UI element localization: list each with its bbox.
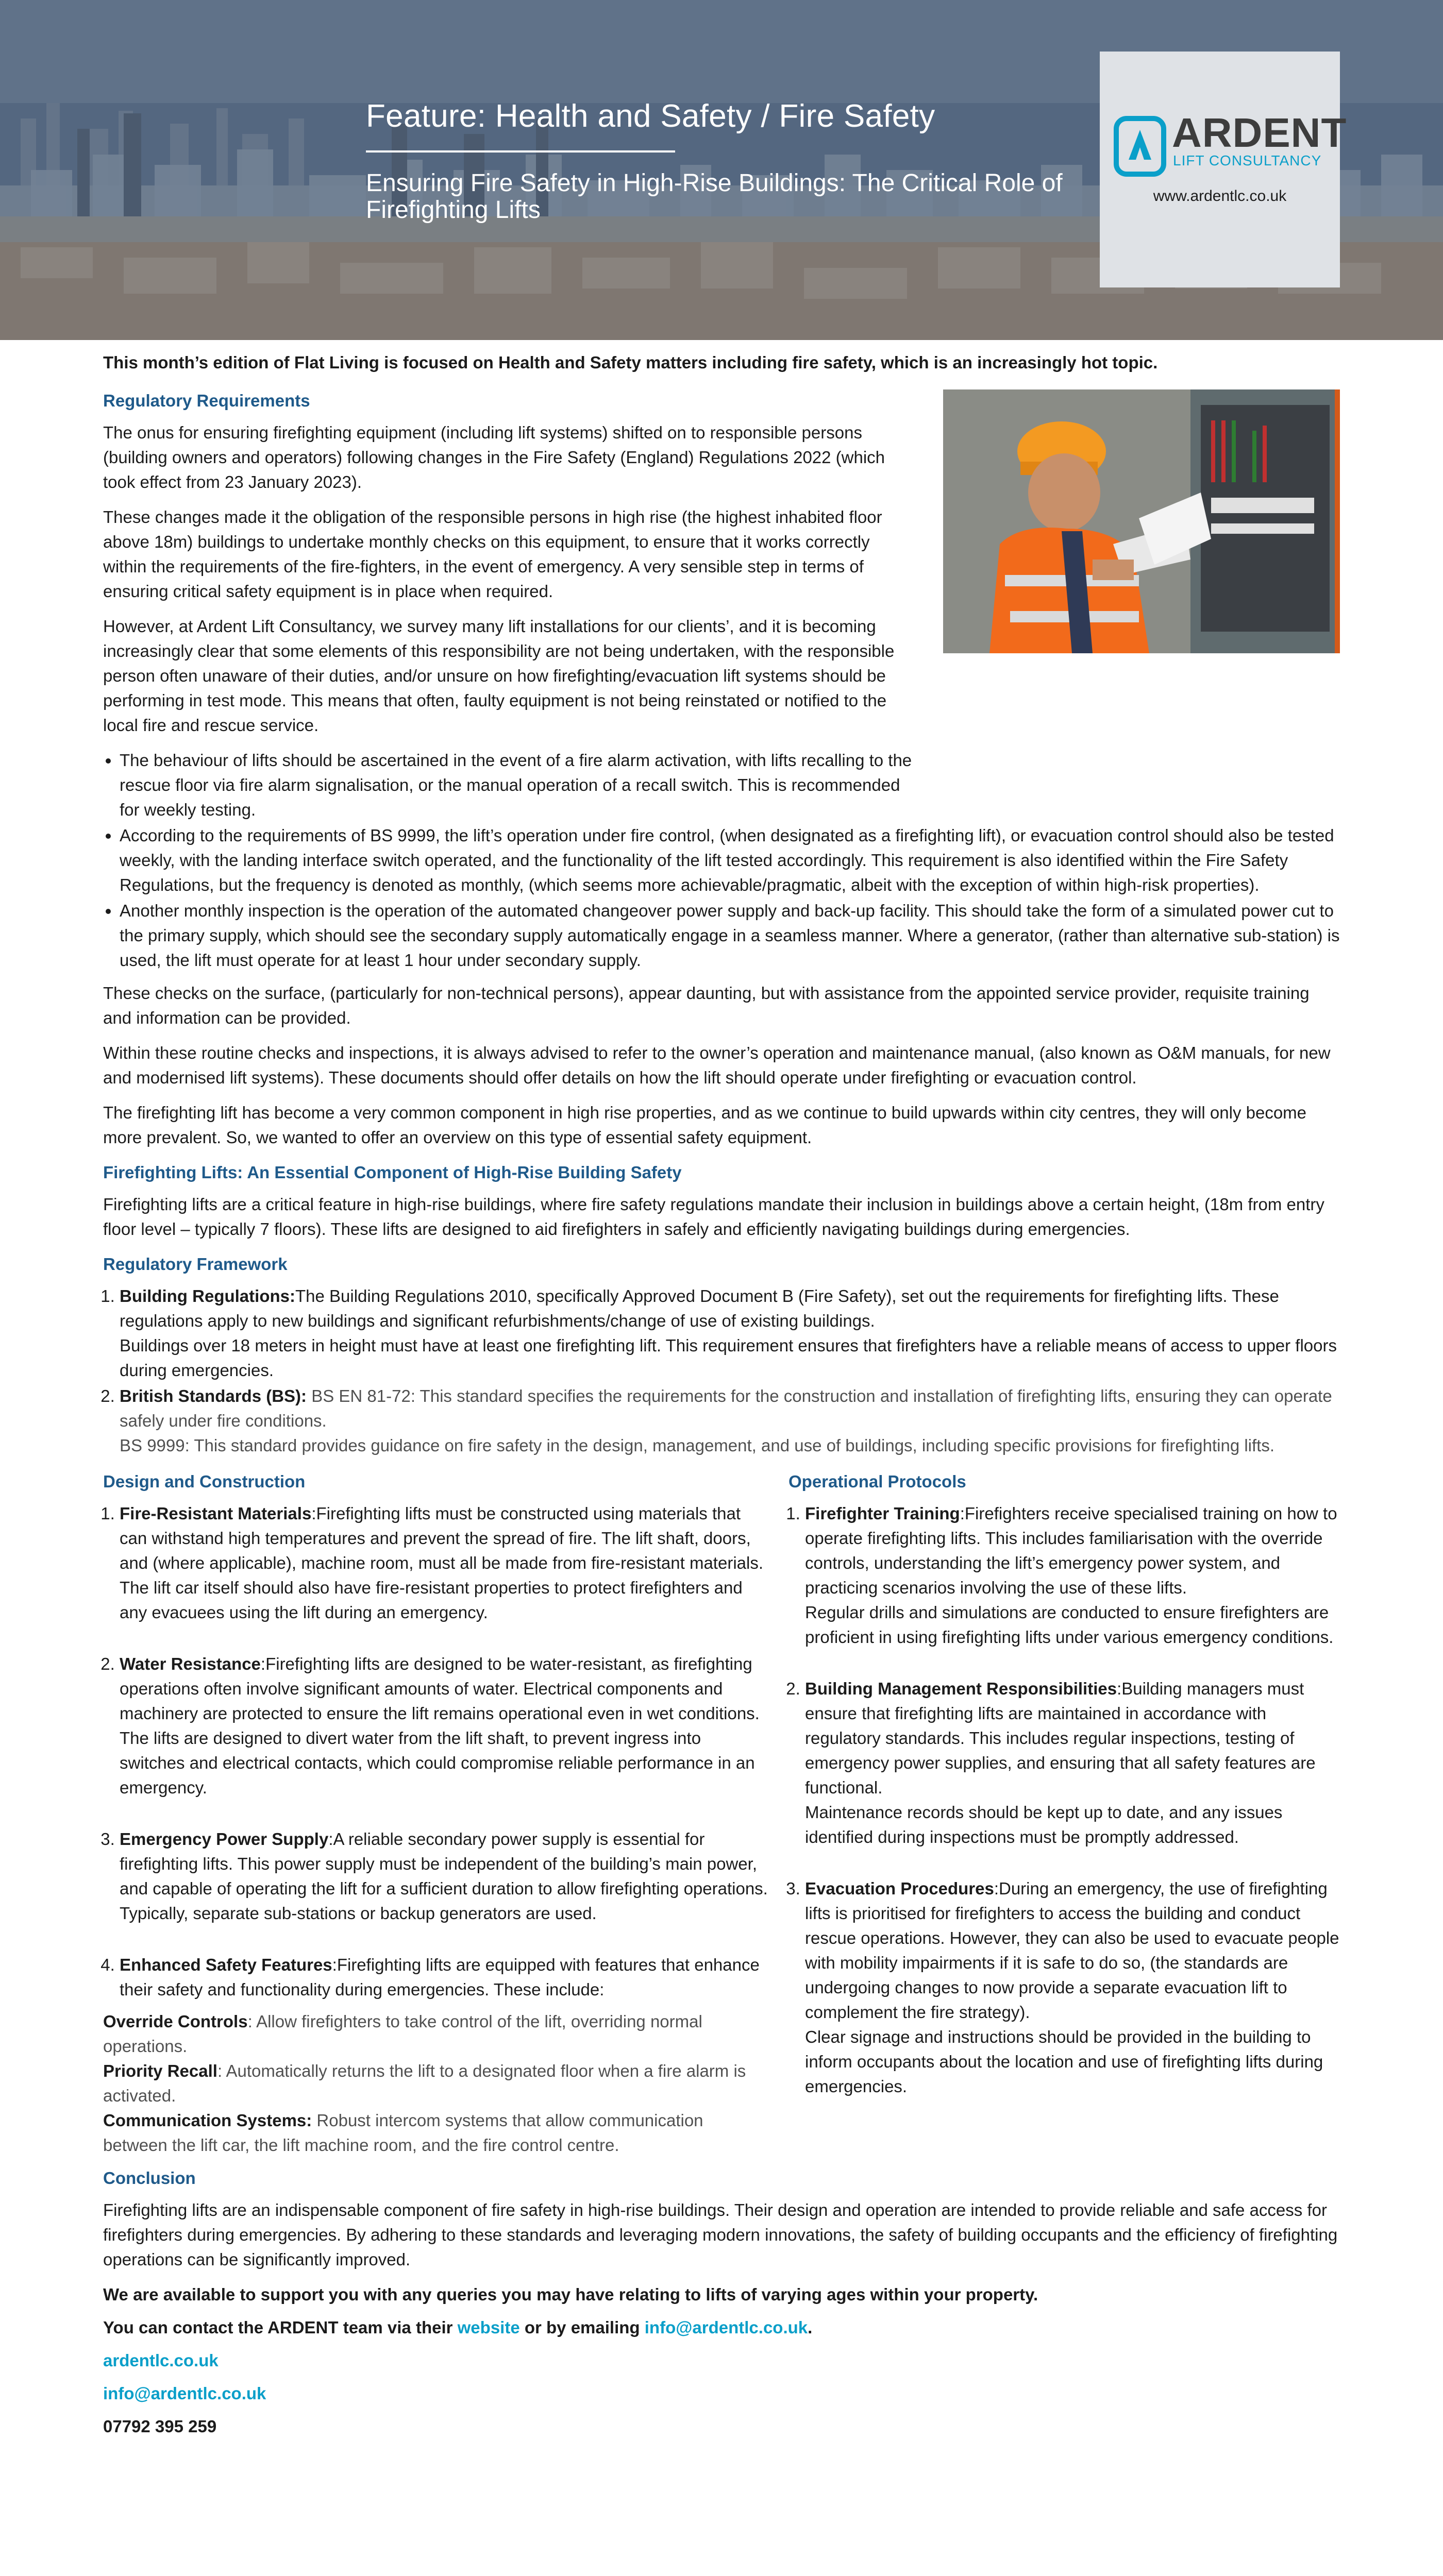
website-link[interactable]: website — [457, 2318, 520, 2337]
item-label: Building Management Responsibilities — [805, 1679, 1117, 1698]
regulatory-paragraph: The firefighting lift has become a very common component in high rise properties, and as we continue to build upwards within city centres, they will only become more prevalent. So, we wanted to offer an overview on this type of essential safety equipment. — [103, 1103, 1307, 1147]
item-label: Fire-Resistant Materials — [120, 1504, 312, 1523]
hero-subtitle: Ensuring Fire Safety in High-Rise Buildings: The Critical Role of Firefighting Lifts — [366, 170, 1063, 224]
framework-extra: Buildings over 18 meters in height must have at least one firefighting lift. This requirement ensures that firefighters have a reliable means of access to upper floors during emergencies. — [120, 1336, 1337, 1380]
list-item — [805, 1876, 1340, 2099]
feature-label: Communication Systems: — [103, 2111, 312, 2130]
operational-column — [788, 1469, 1340, 2158]
safety-features-list — [103, 2009, 768, 2158]
contact-text: . — [808, 2318, 813, 2337]
ardent-logo-icon — [1113, 115, 1167, 177]
item-text: :Firefighters receive specialised training on how to operate firefighting lifts. This includes familiarisation with the override controls, understanding the lift’s emergency power system, and practicing scenarios involving the use of these lifts. — [805, 1504, 1337, 1597]
regulatory-paragraph: These changes made it the obligation of the responsible persons in high rise (the highest inhabited floor above 18m) buildings to undertake monthly checks on this equipment, to ensure that it works correctly within the requirements of the fire-fighters, in the event of emergency. A very sensible step in terms of ensuring critical safety equipment is in place when required. — [103, 507, 882, 601]
regulatory-paragraph: These checks on the surface, (particularly for non-technical persons), appear daunting, but with assistance from the appointed service provider, requisite training and information can be provided. — [103, 984, 1310, 1027]
item-text: :A reliable secondary power supply is essential for firefighting lifts. This power supply must be independent of the building’s main power, and capable of operating the lift for a sufficient duration to allow firefighting operations. — [120, 1829, 768, 1898]
hero-banner — [0, 0, 1443, 340]
item-extra: Typically, separate sub-stations or backup generators are used. — [120, 1904, 597, 1923]
conclusion-heading: Conclusion — [103, 2168, 196, 2188]
framework-extra: BS 9999: This standard provides guidance on fire safety in the design, management, and use of buildings, including specific provisions for firefighting lifts. — [120, 1436, 1275, 1455]
engineer-photo — [943, 389, 1340, 653]
list-item — [120, 1827, 768, 1926]
contact-email-row — [103, 2381, 1340, 2406]
item-text: :During an emergency, the use of firefighting lifts is prioritised for firefighters to access the building and conduct rescue operations. However, they can also be used to evacuate people with mobility impairments if it is safe to do so, (the standards are undergoing changes to now provide a separate evacuation lift to complement the fire strategy). — [805, 1879, 1339, 2022]
item-label: Emergency Power Supply — [120, 1829, 329, 1849]
list-item — [805, 1501, 1340, 1650]
item-extra: The lifts are designed to divert water from the lift shaft, to prevent ingress into switches and electrical contacts, which could compromise reliable performance in an emergency. — [120, 1728, 755, 1797]
design-column — [103, 1469, 768, 2158]
regulatory-requirements-heading: Regulatory Requirements — [103, 391, 310, 410]
item-label: Water Resistance — [120, 1654, 261, 1673]
list-item — [120, 1501, 768, 1625]
list-item: • Another monthly inspection is the operation of the automated changeover power supply and back-up facility. This should take the form of a simulated power cut to the primary supply, which should see the secondary supply automatically engage in a seamless manner. Where a generator, (rather than alternative sub-station) is used, the lift must operate for at least 1 hour under secondary supply. — [120, 899, 1340, 973]
operational-list — [788, 1501, 1340, 2099]
item-text: :Firefighting lifts are designed to be water-resistant, as firefighting operations often involve significant amounts of water. Electrical components and machinery are protected to ensure the lift remains operational even in wet conditions. — [120, 1654, 760, 1723]
item-text: :Firefighting lifts must be constructed using materials that can withstand high temperatures and prevent the spread of fire. The lift shaft, doors, and (where applicable), machine room, must all be made from fire-resistant materials. — [120, 1504, 764, 1572]
feature-item — [103, 2009, 768, 2059]
feature-text: Robust intercom systems that allow communication between the lift car, the lift machine room, and the fire control centre. — [103, 2111, 703, 2155]
design-list — [103, 1501, 768, 2002]
feature-item — [103, 2108, 768, 2158]
support-line: We are available to support you with any queries you may have relating to lifts of varying ages within your property. — [103, 2285, 1038, 2304]
hero-divider — [366, 150, 675, 152]
list-item — [120, 1652, 768, 1800]
framework-list — [103, 1284, 1340, 1458]
logo-tagline: LIFT CONSULTANCY — [1173, 152, 1322, 168]
list-item — [120, 1953, 768, 2002]
framework-text: The Building Regulations 2010, specifically Approved Document B (Fire Safety), set out the requirements for firefighting lifts. These regulations apply to new buildings and significant refurbishments/change of use of existing buildings. — [120, 1286, 1279, 1330]
item-label: Evacuation Procedures — [805, 1879, 994, 1898]
logo-url[interactable]: www.ardentlc.co.uk — [1153, 188, 1287, 205]
email-address-link[interactable]: info@ardentlc.co.uk — [103, 2384, 266, 2403]
regulatory-paragraph: The onus for ensuring firefighting equipment (including lift systems) shifted on to responsible persons (building owners and operators) following changes in the Fire Safety (England) Regulations 2022 (which took effect from 23 January 2023). — [103, 423, 885, 492]
item-extra: Regular drills and simulations are conducted to ensure firefighters are proficient in using firefighting lifts under various emergency conditions. — [805, 1603, 1334, 1647]
item-extra: The lift car itself should also have fire-resistant properties to protect firefighters and any evacuees using the lift during an emergency. — [120, 1578, 743, 1622]
feature-text: : Automatically returns the lift to a designated floor when a fire alarm is activated. — [103, 2061, 746, 2105]
item-extra: Maintenance records should be kept up to date, and any issues identified during inspections must be promptly addressed. — [805, 1803, 1283, 1846]
regulatory-paragraph: Within these routine checks and inspections, it is always advised to refer to the owner’s operation and maintenance manual, (also known as O&M manuals, for new and modernised lift systems). These documents should offer details on how the lift should operate under firefighting or evacuation control. — [103, 1043, 1331, 1087]
list-item: • The behaviour of lifts should be ascertained in the event of a fire alarm activation, with lifts recalling to the rescue floor via fire alarm signalisation, or the manual operation of a recall switch. This is recommended for weekly testing. — [120, 748, 913, 822]
web-link[interactable]: ardentlc.co.uk — [103, 2351, 219, 2370]
contact-web-row — [103, 2348, 1340, 2373]
item-extra: Clear signage and instructions should be provided in the building to inform occupants about the location and use of firefighting lifts during emergencies. — [805, 2027, 1323, 2096]
contact-text: or by emailing — [519, 2318, 645, 2337]
ardent-logo-card[interactable] — [1100, 52, 1347, 287]
conclusion-paragraph: Firefighting lifts are an indispensable component of fire safety in high-rise buildings. Their design and operation are intended to provide reliable and safe access for firefighters during emergencies. By adhering to these standards and leveraging modern innovations, the safety of building occupants and the efficiency of firefighting operations can be significantly improved. — [103, 2200, 1338, 2269]
operational-protocols-heading: Operational Protocols — [788, 1472, 966, 1491]
list-item — [805, 1676, 1340, 1850]
article-body — [103, 350, 1340, 2447]
contact-text: You can contact the ARDENT team via their — [103, 2318, 458, 2337]
hero-title: Feature: Health and Safety / Fire Safety — [366, 98, 935, 134]
contact-line — [103, 2315, 1340, 2340]
list-item — [120, 1284, 1340, 1383]
regulatory-paragraph: However, at Ardent Lift Consultancy, we survey many lift installations for our clients’, and it is becoming increasingly clear that some elements of this responsibility are not being undertaken, with the responsible person often unaware of their duties, and/or unsure on how firefighting/evacuation lift systems should be performing in test mode. This means that often, faulty equipment is not being reinstated or notified to the local fire and rescue service. — [103, 617, 895, 735]
feature-label: Override Controls — [103, 2012, 248, 2031]
list-item: • According to the requirements of BS 9999, the lift’s operation under fire control, (when designated as a firefighting lift), or evacuation control should also be tested weekly, with the landing interface switch operated, and the functionality of the lift tested accordingly. This requirement is also identified within the Fire Safety Regulations, but the frequency is denoted as monthly, (which seems more achievable/pragmatic, albeit with the exception of within high-risk properties). — [120, 823, 1340, 897]
item-text: :Firefighting lifts are equipped with features that enhance their safety and functionality during emergencies. These include: — [120, 1955, 760, 1999]
feature-label: Priority Recall — [103, 2061, 217, 2080]
phone-number: 07792 395 259 — [103, 2417, 217, 2436]
feature-item — [103, 2059, 768, 2108]
framework-label: Building Regulations: — [120, 1286, 295, 1306]
intro-text: This month’s edition of Flat Living is focused on Health and Safety matters including fire safety, which is an increasingly hot topic. — [103, 353, 1158, 372]
item-label: Enhanced Safety Features — [120, 1955, 332, 1974]
regulatory-framework-heading: Regulatory Framework — [103, 1255, 288, 1274]
item-label: Firefighter Training — [805, 1504, 960, 1523]
design-construction-heading: Design and Construction — [103, 1472, 306, 1491]
logo-name: ARDENT — [1172, 110, 1347, 156]
firefighting-lifts-heading: Firefighting Lifts: An Essential Component of High-Rise Building Safety — [103, 1163, 682, 1182]
framework-text: BS EN 81-72: This standard specifies the requirements for the construction and installation of firefighting lifts, ensuring they can operate safely under fire conditions. — [120, 1386, 1332, 1430]
two-column-section — [103, 1469, 1340, 2158]
feature-text: : Allow firefighters to take control of the lift, overriding normal operations. — [103, 2012, 702, 2056]
firefighting-lifts-paragraph: Firefighting lifts are a critical feature in high-rise buildings, where fire safety regulations mandate their inclusion in buildings above a certain height, (18m from entry floor level – typically 7 floors). These lifts are designed to aid firefighters in safely and efficiently navigating buildings during emergencies. — [103, 1195, 1324, 1239]
framework-label: British Standards (BS): — [120, 1386, 307, 1405]
weekly-checks-list — [103, 748, 1340, 973]
item-text: :Building managers must ensure that firefighting lifts are maintained in accordance with regulatory standards. This includes regular inspections, testing of emergency power supplies, and ensuring that all safety features are functional. — [805, 1679, 1316, 1797]
email-link[interactable]: info@ardentlc.co.uk — [644, 2318, 808, 2337]
list-item — [120, 1384, 1340, 1458]
